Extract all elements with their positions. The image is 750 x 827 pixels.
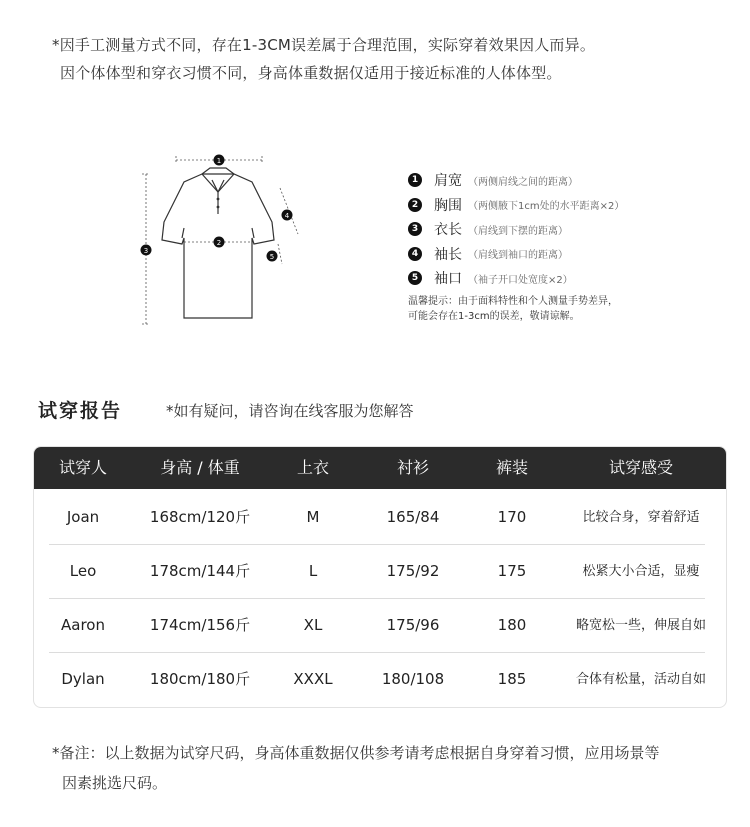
cell-height-weight: 168cm/120斤 (149, 508, 251, 526)
section-subtitle: *如有疑问，请咨询在线客服为您解答 (166, 402, 414, 420)
cell-tester: Aaron (61, 616, 105, 634)
cell-shirt: 165/84 (386, 508, 440, 526)
cell-tester: Leo (69, 562, 97, 580)
cell-shirt: 175/92 (386, 562, 440, 580)
cell-height-weight: 180cm/180斤 (149, 670, 251, 688)
cell-top: XL (303, 616, 323, 634)
warm-tip-line-1: 温馨提示：由于面料特性和个人测量手势差异， (408, 296, 618, 307)
section-title: 试穿报告 (38, 400, 123, 422)
cell-height-weight: 178cm/144斤 (149, 562, 251, 580)
legend-name: 衣长 (434, 222, 462, 239)
footer-remark-line-1: *备注：以上数据为试穿尺码，身高体重数据仅供参考请考虑根据自身穿着习惯，应用场景等 (52, 744, 660, 762)
legend-number: 2 (408, 198, 422, 212)
legend-item-shoulder (408, 168, 738, 193)
header-pants: 裤装 (495, 458, 528, 477)
legend-name: 胸围 (434, 197, 462, 214)
marker-3-label: 3 (143, 247, 149, 255)
cell-feedback: 比较合身，穿着舒适 (582, 510, 700, 525)
footer-remark (52, 738, 660, 798)
cell-shirt: 175/96 (386, 616, 440, 634)
table-row (49, 653, 705, 706)
table-row (49, 491, 705, 545)
header-tester: 试穿人 (58, 458, 107, 477)
marker-5-label: 5 (269, 253, 275, 261)
cell-height-weight: 174cm/156斤 (149, 616, 251, 634)
fitting-report-table (33, 446, 727, 708)
legend-desc: （肩线到袖口的距离） (468, 250, 568, 262)
legend-item-sleeve-length (408, 242, 738, 267)
legend-name: 袖口 (434, 271, 462, 288)
header-feedback: 试穿感受 (608, 458, 673, 477)
table-row (49, 599, 705, 653)
polo-shirt-diagram (132, 148, 312, 330)
legend-number: 4 (408, 247, 422, 261)
cell-tester: Dylan (61, 670, 105, 688)
warm-tip-line-2: 可能会存在1-3cm的误差，敬请谅解。 (408, 311, 580, 322)
legend-desc: （肩线到下摆的距离） (468, 225, 568, 237)
cell-feedback: 松紧大小合适，显瘦 (582, 564, 700, 579)
header-top: 上衣 (296, 458, 329, 477)
measurement-note: *因手工测量方式不同，存在1-3CM误差属于合理范围，实际穿着效果因人而异。 (52, 36, 596, 54)
cell-tester: Joan (66, 508, 100, 526)
legend-number: 1 (408, 173, 422, 187)
cell-pants: 180 (497, 616, 527, 634)
body-type-note: 因个体体型和穿衣习惯不同，身高体重数据仅适用于接近标准的人体体型。 (60, 64, 562, 82)
marker-2-label: 2 (216, 239, 222, 247)
legend-desc: （两侧腋下1cm处的水平距离×2） (468, 201, 625, 213)
cell-feedback: 略宽松一些，伸展自如 (575, 618, 706, 633)
cell-shirt: 180/108 (381, 670, 445, 688)
cell-top: L (308, 562, 318, 580)
cell-top: M (306, 508, 320, 526)
header-shirt: 衬衫 (396, 458, 429, 477)
cell-pants: 175 (497, 562, 527, 580)
diagram-markers (141, 155, 293, 262)
marker-1-label: 1 (216, 157, 222, 165)
legend-desc: （两侧肩线之间的距离） (468, 176, 578, 188)
table-row (49, 545, 705, 599)
legend-name: 袖长 (434, 246, 462, 263)
table-header (34, 447, 726, 489)
legend-number: 5 (408, 271, 422, 285)
footer-remark-line-2: 因素挑选尺码。 (62, 774, 168, 792)
cell-pants: 185 (497, 670, 527, 688)
legend-item-length (408, 217, 738, 242)
measurement-legend (408, 168, 738, 291)
cell-feedback: 合体有松量，活动自如 (575, 672, 706, 687)
marker-4-label: 4 (284, 212, 290, 220)
legend-desc: （袖子开口处宽度×2） (468, 274, 573, 286)
warm-tip (408, 294, 618, 324)
legend-item-cuff (408, 266, 738, 291)
legend-number: 3 (408, 222, 422, 236)
legend-item-chest (408, 193, 738, 218)
cell-pants: 170 (497, 508, 527, 526)
cell-top: XXXL (293, 670, 333, 688)
header-height-weight: 身高 / 体重 (160, 458, 240, 477)
legend-name: 肩宽 (434, 173, 462, 190)
